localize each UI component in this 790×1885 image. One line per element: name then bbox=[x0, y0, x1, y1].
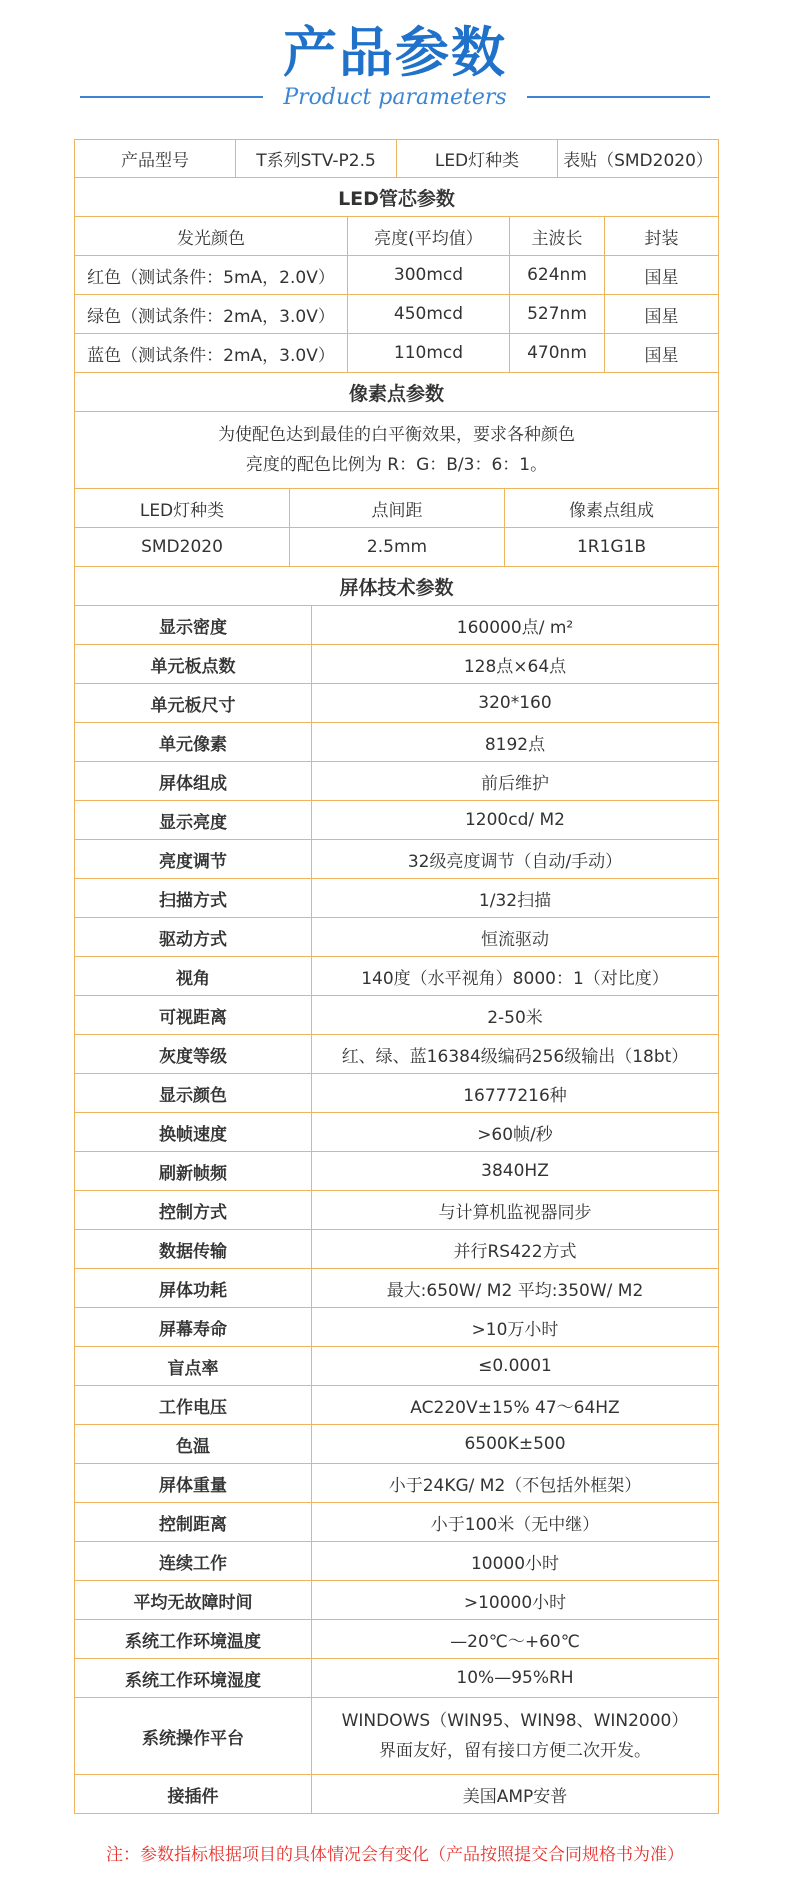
table-row bbox=[75, 1229, 718, 1268]
table-cell: 国星 bbox=[604, 334, 718, 372]
spec-label: 单元板尺寸 bbox=[150, 695, 236, 716]
table-row bbox=[75, 683, 718, 722]
table-row bbox=[75, 761, 718, 800]
spec-label: 控制方式 bbox=[159, 1202, 227, 1223]
spec-value: 128点×64点 bbox=[311, 645, 718, 683]
spec-value: 与计算机监视器同步 bbox=[311, 1191, 718, 1229]
table-row bbox=[75, 1502, 718, 1541]
spec-value: 6500K±500 bbox=[311, 1425, 718, 1463]
spec-label: 换帧速度 bbox=[159, 1124, 227, 1145]
table-cell: 1R1G1B bbox=[504, 528, 718, 566]
spec-table bbox=[74, 139, 719, 1814]
spec-value: 320*160 bbox=[311, 684, 718, 722]
table-cell: 红色（测试条件：5mA，2.0V） bbox=[87, 267, 335, 288]
page-subtitle: Product parameters bbox=[283, 84, 507, 110]
spec-label: 工作电压 bbox=[159, 1397, 227, 1418]
spec-label: 单元像素 bbox=[159, 734, 227, 755]
spec-label: 系统工作环境湿度 bbox=[125, 1670, 261, 1691]
spec-label: 色温 bbox=[176, 1436, 210, 1457]
spec-label: 单元板点数 bbox=[150, 656, 236, 677]
table-header: 点间距 bbox=[289, 489, 504, 527]
table-header: 像素点组成 bbox=[504, 489, 718, 527]
pixel-note-row bbox=[75, 411, 718, 488]
led-chip-section-row bbox=[75, 177, 718, 216]
spec-value: AC220V±15% 47～64HZ bbox=[311, 1386, 718, 1424]
pixel-note bbox=[75, 412, 718, 488]
spec-label: 刷新帧频 bbox=[159, 1163, 227, 1184]
os-value bbox=[311, 1698, 718, 1774]
pixel-section-row bbox=[75, 372, 718, 411]
spec-label: 亮度调节 bbox=[159, 851, 227, 872]
table-row bbox=[75, 995, 718, 1034]
spec-label: 屏幕寿命 bbox=[159, 1319, 227, 1340]
table-row bbox=[75, 722, 718, 761]
screen-section-title: 屏体技术参数 bbox=[339, 576, 454, 599]
model-value: T系列STV-P2.5 bbox=[235, 140, 396, 177]
os-value-line: WINDOWS（WIN95、WIN98、WIN2000） bbox=[341, 1711, 689, 1731]
table-row bbox=[75, 605, 718, 644]
table-row bbox=[75, 956, 718, 995]
pixel-value-row bbox=[75, 527, 718, 566]
spec-value: >10万小时 bbox=[311, 1308, 718, 1346]
spec-value: 16777216种 bbox=[311, 1074, 718, 1112]
spec-label: 显示密度 bbox=[159, 617, 227, 638]
subtitle-divider-left bbox=[80, 96, 263, 98]
spec-label: 屏体重量 bbox=[159, 1475, 227, 1496]
connector-value: 美国AMP安普 bbox=[311, 1775, 718, 1813]
spec-value: 并行RS422方式 bbox=[311, 1230, 718, 1268]
spec-label: 平均无故障时间 bbox=[133, 1592, 253, 1613]
table-row bbox=[75, 1307, 718, 1346]
table-row bbox=[75, 1619, 718, 1658]
screen-section-row bbox=[75, 566, 718, 605]
spec-label: 盲点率 bbox=[167, 1358, 219, 1379]
spec-label: 数据传输 bbox=[159, 1241, 227, 1262]
table-cell: 527nm bbox=[509, 295, 604, 333]
table-row bbox=[75, 1034, 718, 1073]
table-row bbox=[75, 644, 718, 683]
table-header: 亮度(平均值） bbox=[347, 217, 509, 255]
connector-label: 接插件 bbox=[167, 1786, 219, 1807]
spec-value: 前后维护 bbox=[311, 762, 718, 800]
table-row bbox=[75, 255, 718, 294]
table-row bbox=[75, 1190, 718, 1229]
os-value-line: 界面友好，留有接口方便二次开发。 bbox=[379, 1741, 651, 1761]
spec-value: 恒流驱动 bbox=[311, 918, 718, 956]
spec-value: 2-50米 bbox=[311, 996, 718, 1034]
spec-label: 灰度等级 bbox=[159, 1046, 227, 1067]
spec-label: 扫描方式 bbox=[159, 890, 227, 911]
spec-value: 140度（水平视角）8000：1（对比度） bbox=[311, 957, 718, 995]
spec-label: 视角 bbox=[176, 968, 210, 989]
os-row bbox=[75, 1697, 718, 1774]
spec-value: 8192点 bbox=[311, 723, 718, 761]
table-row bbox=[75, 1112, 718, 1151]
spec-value: >60帧/秒 bbox=[311, 1113, 718, 1151]
led-chip-header-row bbox=[75, 216, 718, 255]
table-row bbox=[75, 839, 718, 878]
spec-value: 1/32扫描 bbox=[311, 879, 718, 917]
table-row bbox=[75, 800, 718, 839]
table-header: 发光颜色 bbox=[177, 228, 245, 249]
spec-label: 可视距离 bbox=[159, 1007, 227, 1028]
spec-value: 红、绿、蓝16384级编码256级输出（18bt） bbox=[311, 1035, 718, 1073]
model-label: 产品型号 bbox=[121, 151, 189, 171]
led-type-label: LED灯种类 bbox=[396, 140, 557, 177]
table-row bbox=[75, 1463, 718, 1502]
spec-value: 最大:650W/ M2 平均:350W/ M2 bbox=[311, 1269, 718, 1307]
spec-value: 3840HZ bbox=[311, 1152, 718, 1190]
spec-value: 小于100米（无中继） bbox=[311, 1503, 718, 1541]
table-row bbox=[75, 1385, 718, 1424]
table-cell: 国星 bbox=[604, 256, 718, 294]
spec-value: 1200cd/ M2 bbox=[311, 801, 718, 839]
pixel-section-title: 像素点参数 bbox=[348, 382, 444, 405]
subtitle-row bbox=[80, 80, 710, 114]
spec-label: 屏体功耗 bbox=[159, 1280, 227, 1301]
table-row bbox=[75, 1658, 718, 1697]
table-row bbox=[75, 1424, 718, 1463]
spec-value: 32级亮度调节（自动/手动） bbox=[311, 840, 718, 878]
table-row bbox=[75, 1151, 718, 1190]
subtitle-divider-right bbox=[527, 96, 710, 98]
pixel-note-line: 为使配色达到最佳的白平衡效果，要求各种颜色 bbox=[218, 425, 575, 445]
screen-spec-rows bbox=[75, 605, 718, 1697]
table-cell: 国星 bbox=[604, 295, 718, 333]
table-row bbox=[75, 917, 718, 956]
model-row bbox=[75, 140, 718, 177]
table-row bbox=[75, 878, 718, 917]
led-type-value: 表贴（SMD2020） bbox=[557, 140, 718, 177]
spec-label: 屏体组成 bbox=[159, 773, 227, 794]
spec-value: >10000小时 bbox=[311, 1581, 718, 1619]
table-header: 主波长 bbox=[509, 217, 604, 255]
connector-row bbox=[75, 1774, 718, 1813]
table-row bbox=[75, 1268, 718, 1307]
spec-label: 连续工作 bbox=[159, 1553, 227, 1574]
spec-label: 显示颜色 bbox=[159, 1085, 227, 1106]
table-cell: 2.5mm bbox=[289, 528, 504, 566]
pixel-note-line: 亮度的配色比例为 R：G：B/3：6：1。 bbox=[245, 455, 548, 475]
os-label: 系统操作平台 bbox=[142, 1728, 244, 1749]
footer-note: 注：参数指标根据项目的具体情况会有变化（产品按照提交合同规格书为准） bbox=[106, 1845, 684, 1865]
spec-label: 控制距离 bbox=[159, 1514, 227, 1535]
spec-value: 10000小时 bbox=[311, 1542, 718, 1580]
table-cell: 绿色（测试条件：2mA，3.0V） bbox=[87, 306, 335, 327]
table-row bbox=[75, 1346, 718, 1385]
table-cell: 624nm bbox=[509, 256, 604, 294]
table-cell: 450mcd bbox=[347, 295, 509, 333]
table-row bbox=[75, 1541, 718, 1580]
table-cell: 300mcd bbox=[347, 256, 509, 294]
spec-value: 10%—95%RH bbox=[311, 1659, 718, 1697]
spec-value: ≤0.0001 bbox=[311, 1347, 718, 1385]
spec-value: 小于24KG/ M2（不包括外框架） bbox=[311, 1464, 718, 1502]
spec-label: 系统工作环境温度 bbox=[125, 1631, 261, 1652]
led-chip-section-title: LED管芯参数 bbox=[338, 187, 455, 210]
table-cell: 110mcd bbox=[347, 334, 509, 372]
table-row bbox=[75, 1580, 718, 1619]
table-cell: 470nm bbox=[509, 334, 604, 372]
table-row bbox=[75, 294, 718, 333]
spec-value: —20℃～+60℃ bbox=[311, 1620, 718, 1658]
table-cell: SMD2020 bbox=[141, 537, 223, 557]
table-header: LED灯种类 bbox=[139, 500, 225, 521]
pixel-header-row bbox=[75, 488, 718, 527]
table-header: 封装 bbox=[604, 217, 718, 255]
table-cell: 蓝色（测试条件：2mA，3.0V） bbox=[87, 345, 335, 366]
page-title: 产品参数 bbox=[283, 21, 507, 84]
table-row bbox=[75, 333, 718, 372]
spec-label: 驱动方式 bbox=[159, 929, 227, 950]
spec-label: 显示亮度 bbox=[159, 812, 227, 833]
table-row bbox=[75, 1073, 718, 1112]
spec-value: 160000点/ m² bbox=[311, 606, 718, 644]
